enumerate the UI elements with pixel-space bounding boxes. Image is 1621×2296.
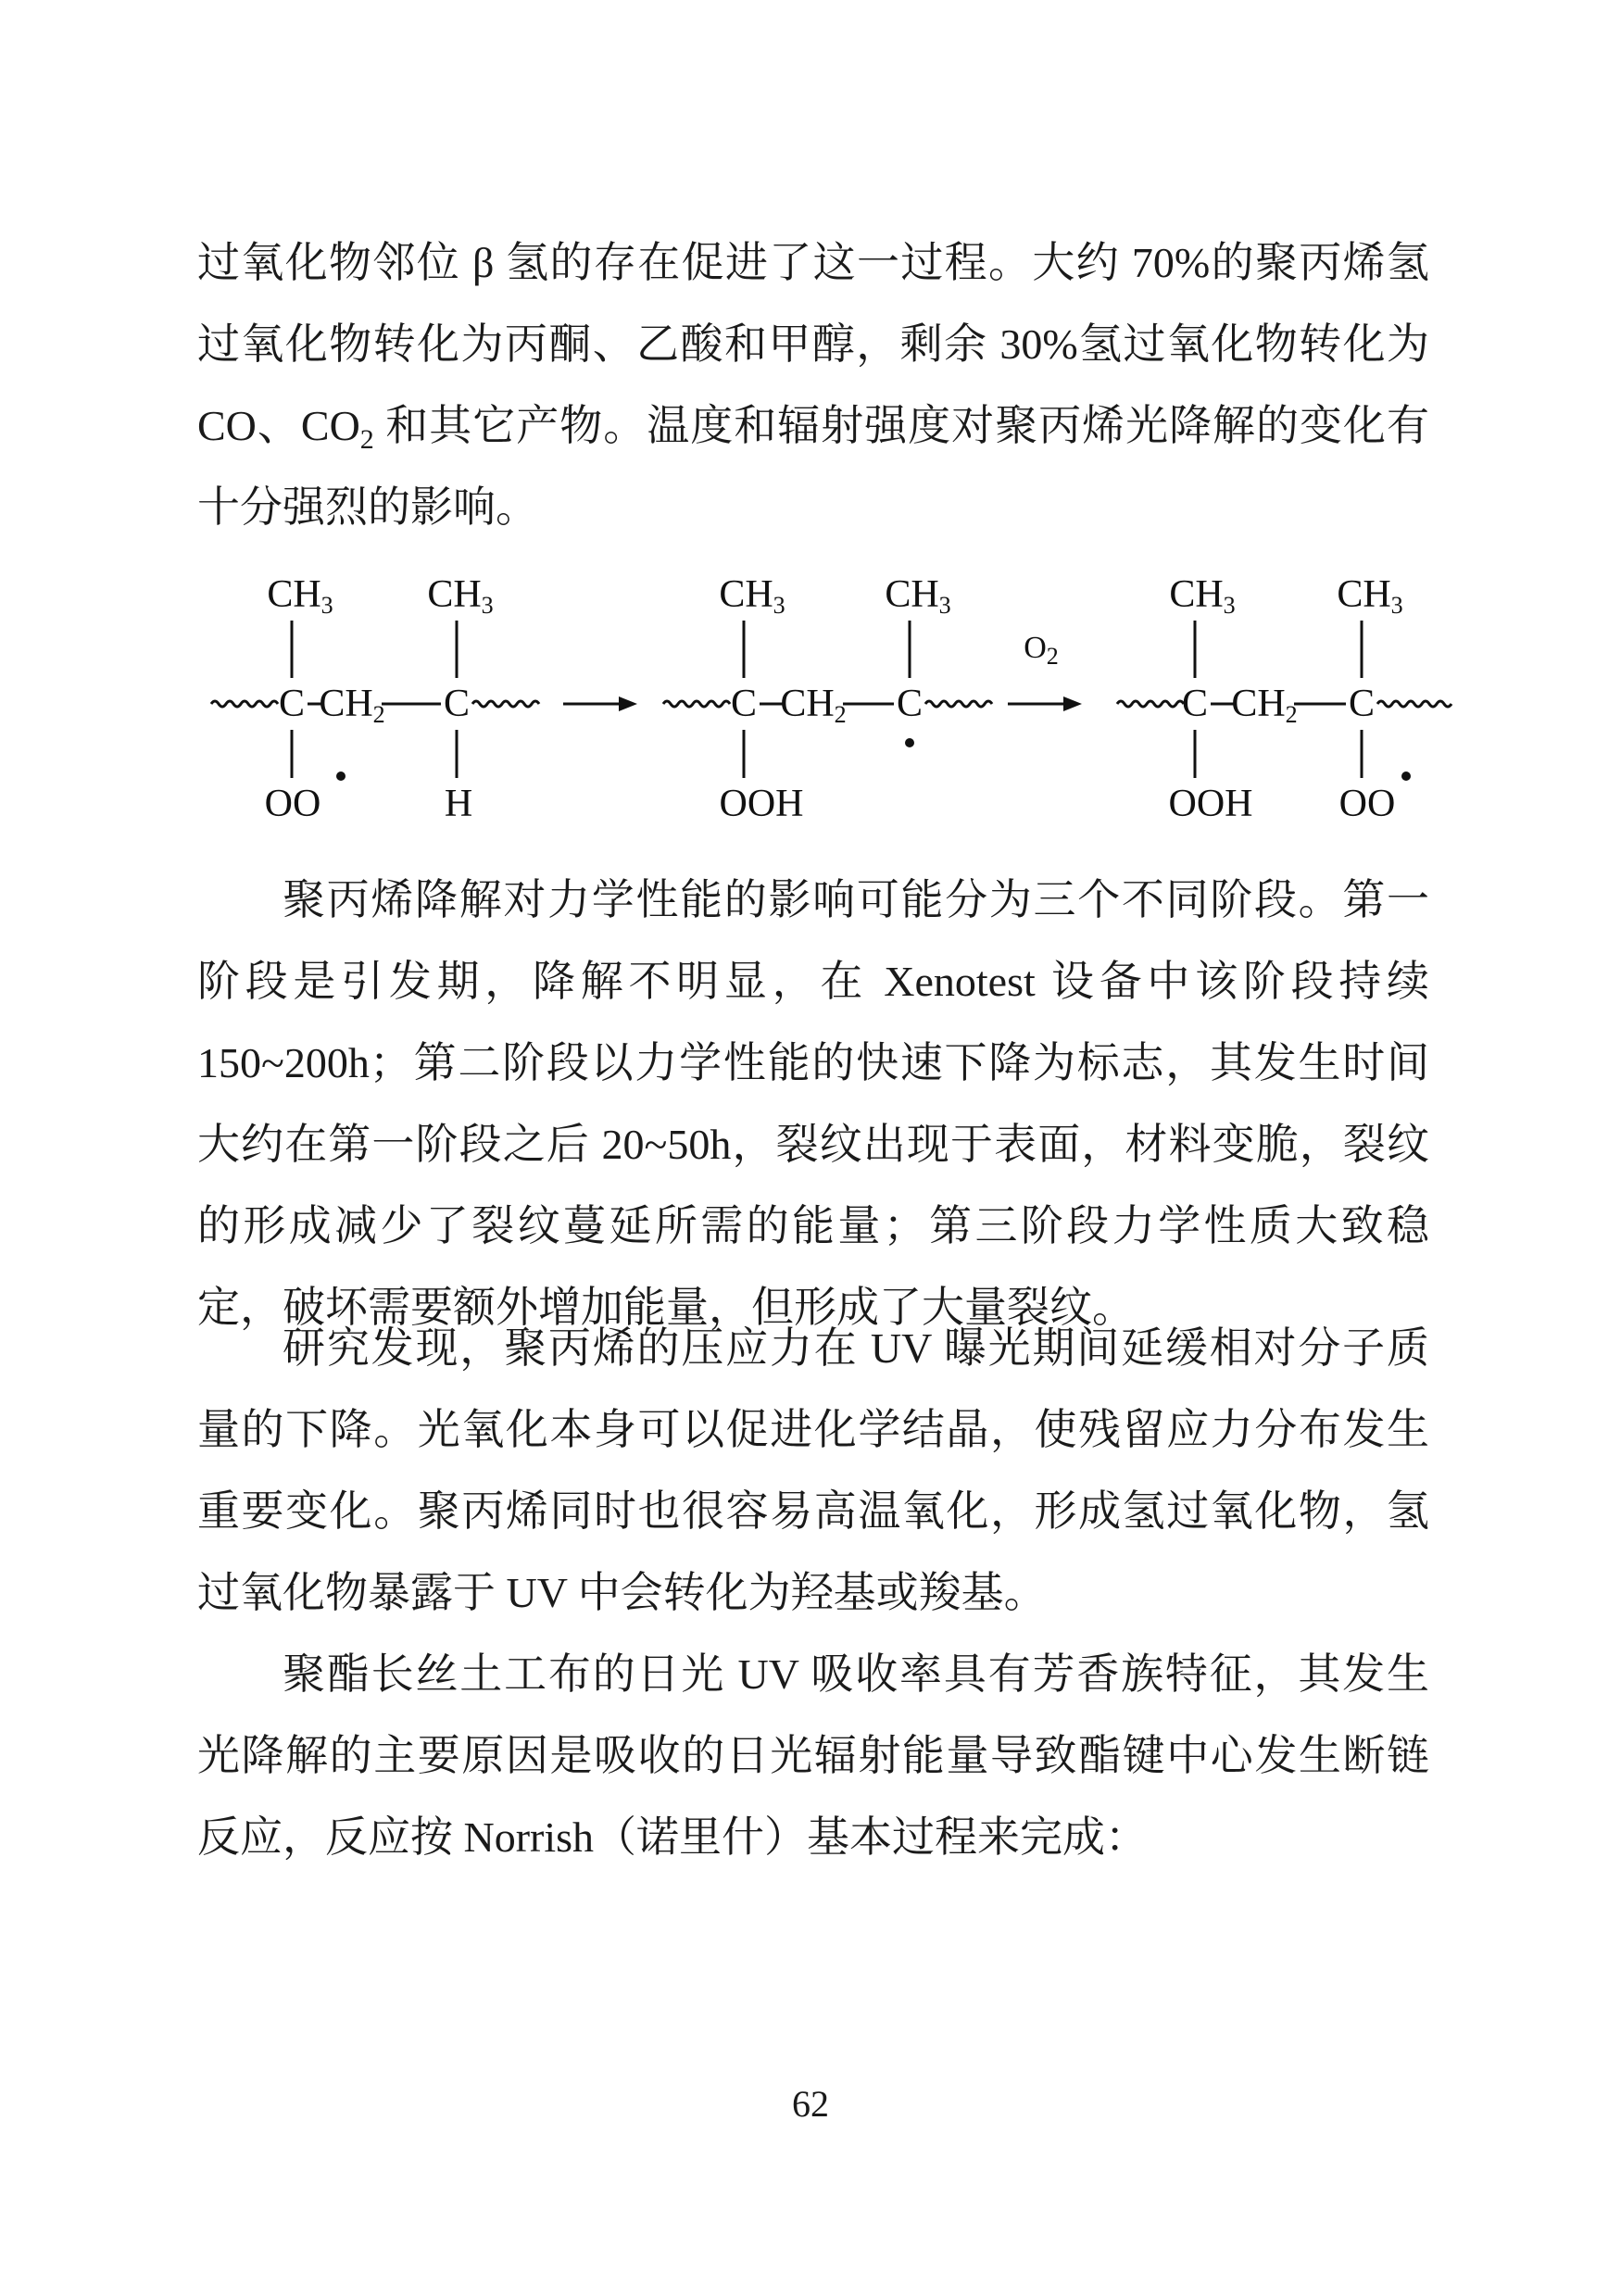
methyl-label: $CH_3$ [719, 573, 785, 619]
methyl-label: $CH_3$ [1337, 573, 1403, 619]
paragraph-1 [197, 222, 1429, 548]
reaction-scheme [204, 556, 1464, 834]
paragraph-3 [197, 1308, 1429, 1634]
wavy-bond [925, 701, 992, 707]
wavy-bond [663, 701, 730, 707]
carbon-label: C [443, 683, 471, 725]
carbon-label: C [1348, 683, 1376, 725]
radical-dot [905, 738, 914, 747]
hydrogen-label: H [444, 783, 473, 825]
paragraph-1-text: 过氧化物邻位 β 氢的存在促进了这一过程。大约 70%的聚丙烯氢过氧化物转化为丙酮、乙酸和甲醇，剩余 30%氢过氧化物转化为 CO、 [197, 239, 1429, 449]
carbon-label: C [1181, 683, 1209, 725]
methyl-label: $CH_3$ [427, 573, 494, 619]
paragraph-1-rest: 和其它产物。温度和辐射强度对聚丙烯光降解的变化有十分强烈的影响。 [197, 402, 1430, 531]
carbon-label: C [278, 683, 306, 725]
carbon-label: C [896, 683, 924, 725]
paragraph-1-co2: $CO_2$ [300, 402, 374, 455]
reaction-arrow-head [619, 696, 637, 711]
paragraph-2 [197, 859, 1429, 1349]
radical-dot [1401, 772, 1411, 781]
methyl-label: $CH_3$ [885, 573, 951, 619]
hydroperoxide-label: OOH [1168, 783, 1253, 825]
peroxy-radical-label: OO [264, 783, 321, 825]
methylene-label: $CH_2$ [1231, 683, 1298, 728]
peroxy-radical-label: OO [1338, 783, 1396, 825]
paragraph-3-text: 研究发现，聚丙烯的压应力在 UV 曝光期间延缓相对分子质量的下降。光氧化本身可以促进化学结晶，使残留应力分布发生重要变化。聚丙烯同时也很容易高温氧化，形成氢过氧化物，氢过氧化物暴露于 UV 中会转化为羟基或羧基。 [197, 1324, 1429, 1616]
oxygen-reagent-label: $O_2$ [1024, 631, 1059, 670]
paragraph-2-text: 聚丙烯降解对力学性能的影响可能分为三个不同阶段。第一阶段是引发期，降解不明显，在 Xenotest 设备中该阶段持续 150~200h；第二阶段以力学性能的快速下降为标志，其发生时间大约在第一阶段之后 20~50h，裂纹出现于表面，材料变脆，裂纹的形成减少了裂纹蔓延所需的能量；第三阶段力学性质大致稳定，破坏需要额外增加能量，但形成了大量裂纹。 [197, 876, 1429, 1331]
hydroperoxide-label: OOH [719, 783, 804, 825]
methyl-label: $CH_3$ [1169, 573, 1236, 619]
radical-dot [336, 772, 346, 781]
carbon-label: C [730, 683, 758, 725]
wavy-bond [1377, 701, 1451, 707]
reaction-arrow-head [1063, 696, 1082, 711]
paragraph-4-text: 聚酯长丝土工布的日光 UV 吸收率具有芳香族特征，其发生光降解的主要原因是吸收的日光辐射能量导致酯键中心发生断链反应，反应按 Norrish（诺里什）基本过程来完成： [197, 1650, 1429, 1861]
page-number: 62 [792, 2083, 829, 2125]
wavy-bond [1117, 701, 1184, 707]
wavy-bond [211, 701, 278, 707]
methyl-label: $CH_3$ [267, 573, 333, 619]
wavy-bond [472, 701, 539, 707]
methylene-label: $CH_2$ [780, 683, 847, 728]
methylene-label: $CH_2$ [319, 683, 385, 728]
paragraph-4 [197, 1634, 1429, 1878]
